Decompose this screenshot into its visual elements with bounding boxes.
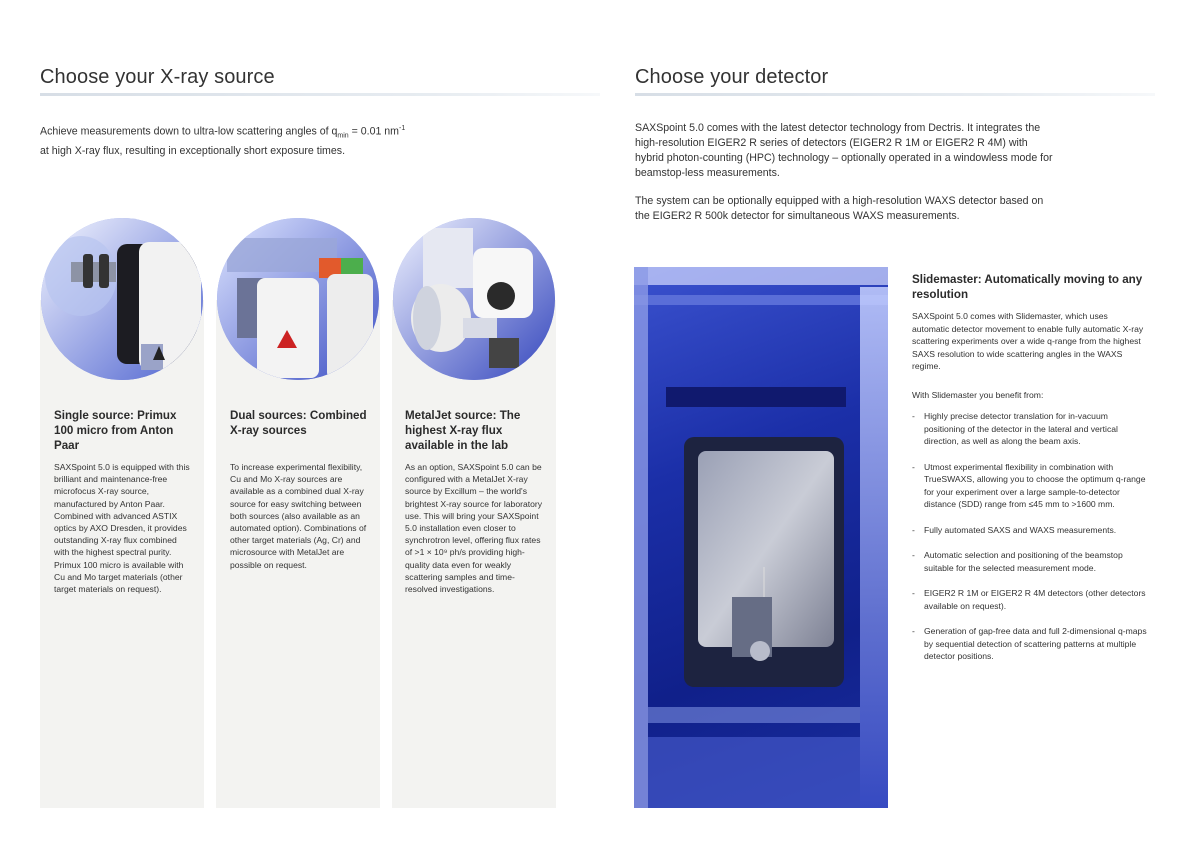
benefit-item [912, 461, 1148, 511]
benefit-item [912, 625, 1148, 663]
x-ray-source-heading: Choose your X-ray source [40, 66, 275, 88]
detector-photo [634, 267, 888, 808]
card-title-metaljet: MetalJet source: The highest X-ray flux available in the lab [405, 409, 521, 452]
detector-intro [635, 121, 1055, 237]
intro-text-line2: at high X-ray flux, resulting in exceptionally short exposure times. [40, 144, 346, 157]
benefit-item [912, 587, 1148, 612]
benefits-intro: With Slidemaster you benefit from: [912, 390, 1044, 400]
benefit-text: Highly precise detector translation for in-vacuum positioning of the detector in the lateral and vertical direction, as well as along the beam axis. [924, 411, 1118, 446]
benefit-item [912, 524, 1148, 537]
benefit-text: Automatic selection and positioning of the beamstop suitable for the selected measurement mode. [924, 550, 1123, 573]
card-title-single: Single source: Primux 100 micro from Anton Paar [54, 409, 177, 452]
list-dash: - [912, 461, 915, 472]
detector-para-2: The system can be optionally equipped with a high-resolution WAXS detector based on the EIGER2 R 500k detector for simultaneous WAXS measurements. [635, 195, 1044, 222]
slidemaster-body: SAXSpoint 5.0 comes with Slidemaster, which uses automatic detector movement to enable fully automatic X-ray scattering experiments over a wide q-range from the highest SAXS resolution to wide scattering angles in the WAXS regime. [912, 311, 1144, 371]
source-image-metaljet [393, 218, 555, 380]
card-body-single: SAXSpoint 5.0 is equipped with this brilliant and maintenance-free microfocus X-ray source, manufactured by Anton Paar. Combined with advanced ASTIX optics by AXO Dresden, it provides outstanding X-ray flux combined with the highest spectral purity. Primux 100 micro is available with Cu and Mo target materials (other target materials on request). [54, 462, 190, 595]
intro-text: Achieve measurements down to ultra-low scattering angles of q [40, 125, 338, 138]
card-title-dual: Dual sources: Combined X-ray sources [230, 409, 367, 437]
source-image-dual [217, 218, 379, 380]
unit-superscript: -1 [399, 125, 406, 132]
detector-para-1: SAXSpoint 5.0 comes with the latest detector technology from Dectris. It integrates the high-resolution EIGER2 R series of detectors (EIGER2 R 1M or EIGER2 R 4M) with hybrid photon-counting (HPC) technology – optionally operated in a windowless mode for beamstop-less measurements. [635, 122, 1053, 179]
benefit-text: Fully automated SAXS and WAXS measurements. [924, 524, 1117, 535]
heading-rule-left [40, 93, 600, 96]
list-dash: - [912, 626, 915, 636]
list-dash: - [912, 411, 915, 421]
heading-rule-right [635, 93, 1155, 96]
benefit-text: EIGER2 R 1M or EIGER2 R 4M detectors (other detectors available on request). [924, 588, 1146, 611]
benefit-item [912, 410, 1148, 448]
x-ray-source-intro [40, 121, 560, 159]
list-dash: - [912, 588, 915, 598]
card-body-metaljet: As an option, SAXSpoint 5.0 can be configured with a MetalJet X-ray source by Excillum – the world's brightest X-ray source for laboratory use. This will bring your SAXSpoint 5.0 installation even closer to synchrotron level, offering flux rates of >1 × 10⁹ ph/s providing high-quality data even for weakly scattering samples and time-resolved investigations. [405, 462, 543, 595]
list-dash: - [912, 524, 915, 535]
intro-value: = 0.01 nm [348, 125, 400, 138]
benefit-item [912, 549, 1148, 574]
card-body-dual: To increase experimental flexibility, Cu and Mo X-ray sources are available as a combined dual X-ray source for easy switching between both sources (also available as an automated option). Combinations of other target materials (Ag, Cr) and microsource with MetalJet are possible on request. [230, 462, 367, 570]
list-dash: - [912, 550, 915, 560]
benefit-list [912, 410, 1148, 676]
q-min-subscript: min [337, 132, 349, 140]
benefit-text: Utmost experimental flexibility in combination with TrueSWAXS, allowing you to choose the optimum q-range for your experiment over a large sample-to-detector distance (SDD) range from ≤45 mm to >1600 mm. [924, 461, 1146, 509]
detector-heading: Choose your detector [635, 66, 829, 88]
benefit-text: Generation of gap-free data and full 2-dimensional q-maps by sequential detection of scattering patterns at multiple detector positions. [924, 626, 1147, 661]
source-image-primux [41, 218, 203, 380]
slidemaster-title: Slidemaster: Automatically moving to any resolution [912, 273, 1143, 301]
